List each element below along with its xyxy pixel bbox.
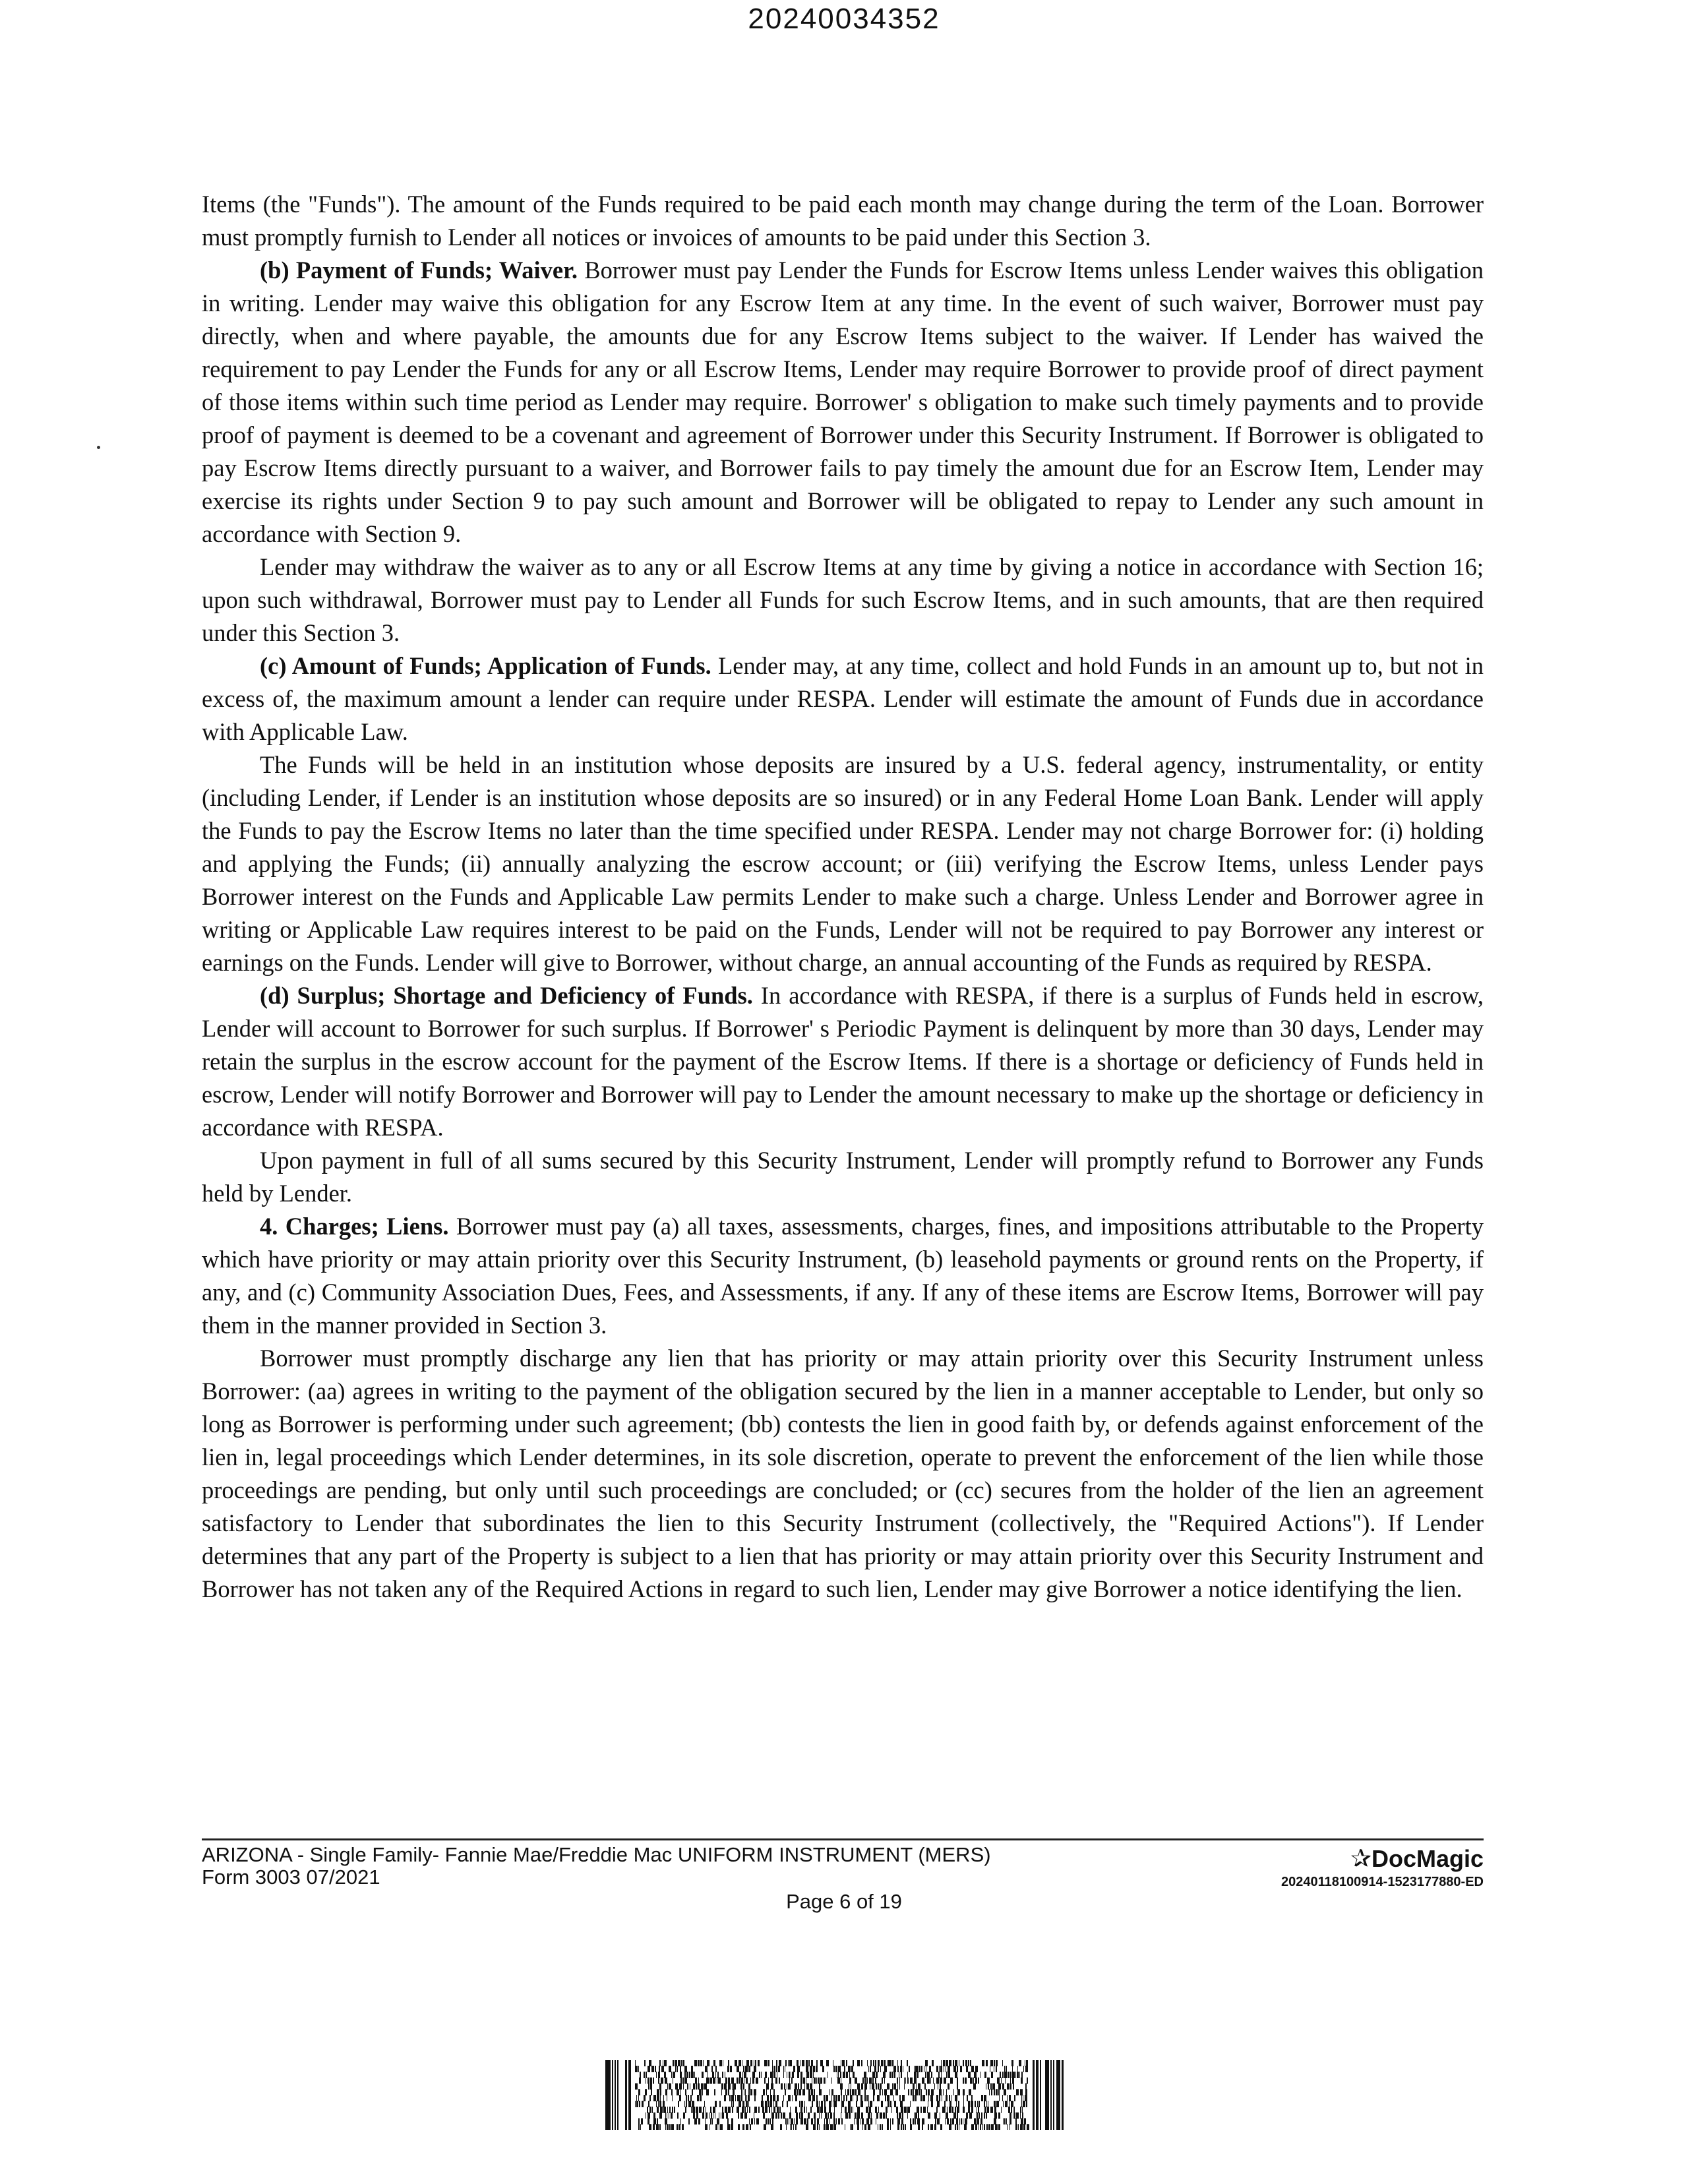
paragraph-text: Items (the "Funds"). The amount of the Funds required to be paid each month may change during the term of the Loan. Borrower must promptly furnish to Lender all notices or invoices of amounts to be paid under this Section 3. xyxy=(202,191,1484,251)
form-title: ARIZONA - Single Family- Fannie Mae/Freddie Mac UNIFORM INSTRUMENT (MERS) xyxy=(202,1843,991,1866)
paragraph-amount-of-funds xyxy=(202,650,1484,748)
section-heading-d: (d) Surplus; Shortage and Deficiency of Funds. xyxy=(260,982,753,1009)
paragraph-refund xyxy=(202,1144,1484,1210)
paragraph-withdraw-waiver xyxy=(202,551,1484,650)
scan-speck xyxy=(97,446,100,449)
paragraph-discharge-lien xyxy=(202,1342,1484,1606)
paragraph-text: Borrower must promptly discharge any lien that has priority or may attain priority over this Security Instrument unless Borrower: (aa) agrees in writing to the payment of the obligation secured by the lien in a manner acceptable to Lender, but only so long as Borrower is performing under such agreement; (bb) contests the lien in good faith by, or defends against enforcement of the lien in, legal proceedings which Lender determines, in its sole discretion, operate to prevent the enforcement of the lien while those proceedings are pending, but only until such proceedings are concluded; or (cc) secures from the holder of the lien an agreement satisfactory to Lender that subordinates the lien to this Security Instrument (collectively, the "Required Actions"). If Lender determines that any part of the Property is subject to a lien that has priority or may attain priority over this Security Instrument and Borrower has not taken any of the Required Actions in regard to such lien, Lender may give Borrower a notice identifying the lien. xyxy=(202,1345,1484,1602)
paragraph-text: Lender may withdraw the waiver as to any or all Escrow Items at any time by giving a notice in accordance with Section 16; upon such withdrawal, Borrower must pay to Lender all Funds for such Escrow Items, and in such amounts, that are then required under this Section 3. xyxy=(202,553,1484,646)
section-heading-4: 4. Charges; Liens. xyxy=(260,1213,449,1240)
paragraph-funds-items xyxy=(202,188,1484,254)
section-heading-c: (c) Amount of Funds; Application of Funds. xyxy=(260,652,711,679)
paragraph-text: Upon payment in full of all sums secured by this Security Instrument, Lender will promptly refund to Borrower any Funds held by Lender. xyxy=(202,1147,1484,1207)
paragraph-text: Borrower must pay (a) all taxes, assessments, charges, fines, and impositions attributable to the Property which have priority or may attain priority over this Security Instrument, (b) leasehold payments or ground rents on the Property, if any, and (c) Community Association Dues, Fees, and Assessments, if any. If any of these items are Escrow Items, Borrower will pay them in the manner provided in Section 3. xyxy=(202,1213,1484,1339)
star-outline-icon: ✰ xyxy=(1350,1845,1372,1873)
footer-divider xyxy=(202,1838,1484,1840)
paragraph-text: Borrower must pay Lender the Funds for Escrow Items unless Lender waives this obligation in writing. Lender may waive this obligation for any Escrow Item at any time. In the event of such waiver, Borrower must pay directly, when and where payable, the amounts due for any Escrow Items subject to the waiver. If Lender has waived the requirement to pay Lender the Funds for any or all Escrow Items, Lender may require Borrower to provide proof of direct payment of those items within such time period as Lender may require. Borrower' s obligation to make such timely payments and to provide proof of payment is deemed to be a covenant and agreement of Borrower under this Security Instrument. If Borrower is obligated to pay Escrow Items directly pursuant to a waiver, and Borrower fails to pay timely the amount due for an Escrow Item, Lender may exercise its rights under Section 9 to pay such amount and Borrower will be obligated to repay to Lender any such amount in accordance with Section 9. xyxy=(202,257,1484,547)
document-body xyxy=(202,188,1484,1606)
paragraph-surplus-shortage xyxy=(202,979,1484,1144)
footer-form-info xyxy=(202,1844,991,1889)
docmagic-brand-block xyxy=(1281,1844,1484,1890)
paragraph-charges-liens xyxy=(202,1210,1484,1342)
docmagic-logo xyxy=(1281,1844,1484,1873)
paragraph-funds-held xyxy=(202,748,1484,979)
document-number: 20240034352 xyxy=(748,3,940,35)
page-number: Page 6 of 19 xyxy=(786,1890,902,1913)
form-number: Form 3003 07/2021 xyxy=(202,1866,380,1889)
paragraph-text: Lender may, at any time, collect and hold Funds in an amount up to, but not in excess of, the maximum amount a lender can require under RESPA. Lender will estimate the amount of Funds due in accordance with Applicable Law. xyxy=(202,652,1484,745)
paragraph-payment-of-funds xyxy=(202,254,1484,551)
reference-code: 20240118100914-1523177880-ED xyxy=(1281,1875,1484,1889)
pdf417-barcode xyxy=(605,2060,1080,2130)
section-heading-b: (b) Payment of Funds; Waiver. xyxy=(260,257,578,284)
paragraph-text: In accordance with RESPA, if there is a surplus of Funds held in escrow, Lender will account to Borrower for such surplus. If Borrower' s Periodic Payment is delinquent by more than 30 days, Lender may retain the surplus in the escrow account for the payment of the Escrow Items. If there is a shortage or deficiency of Funds held in escrow, Lender will notify Borrower and Borrower will pay to Lender the amount necessary to make up the shortage or deficiency in accordance with RESPA. xyxy=(202,982,1484,1141)
brand-name: DocMagic xyxy=(1371,1845,1484,1872)
paragraph-text: The Funds will be held in an institution whose deposits are insured by a U.S. federal agency, instrumentality, or entity (including Lender, if Lender is an institution whose deposits are so insured) or in any Federal Home Loan Bank. Lender will apply the Funds to pay the Escrow Items no later than the time specified under RESPA. Lender may not charge Borrower for: (i) holding and applying the Funds; (ii) annually analyzing the escrow account; or (iii) verifying the Escrow Items, unless Lender pays Borrower interest on the Funds and Applicable Law permits Lender to make such a charge. Unless Lender and Borrower agree in writing or Applicable Law requires interest to be paid on the Funds, Lender will not be required to pay Borrower any interest or earnings on the Funds. Lender will give to Borrower, without charge, an annual accounting of the Funds as required by RESPA. xyxy=(202,751,1484,976)
